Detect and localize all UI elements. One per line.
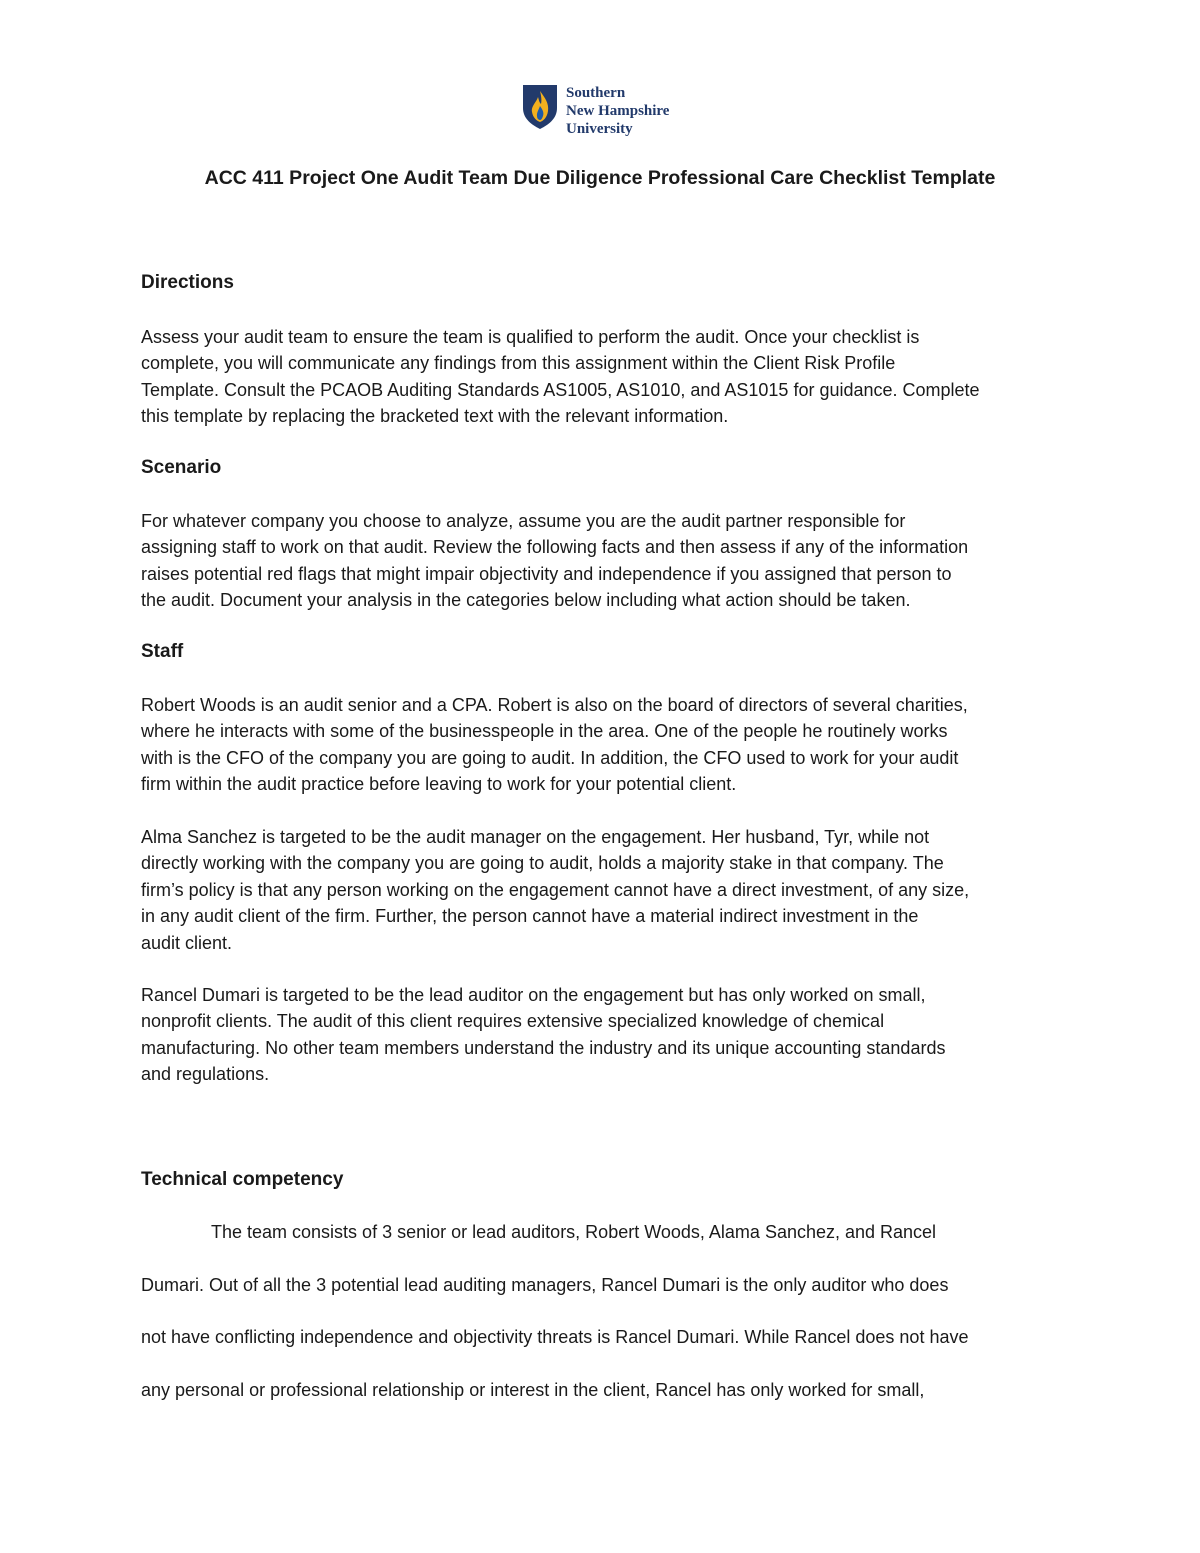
paragraph-line: and regulations. — [141, 1064, 270, 1085]
paragraph-line: Template. Consult the PCAOB Auditing Standards AS1005, AS1010, and AS1015 for guidance. Complete — [141, 379, 980, 400]
shield-flame-icon — [522, 84, 558, 130]
scenario-paragraph — [141, 508, 1081, 614]
logo-wordmark — [566, 84, 669, 138]
paragraph-line: directly working with the company you are going to audit, holds a majority stake in that company. The — [141, 853, 944, 874]
paragraph-line: manufacturing. No other team members understand the industry and its unique accounting standards — [141, 1037, 946, 1058]
staff-alma-paragraph — [141, 824, 1081, 956]
technical-competency-heading: Technical competency — [141, 1169, 344, 1190]
logo-line-1: Southern — [566, 85, 626, 101]
logo-line-2: New Hampshire — [566, 103, 670, 119]
paragraph-line: firm within the audit practice before leaving to work for your potential client. — [141, 774, 737, 795]
university-logo — [522, 84, 669, 138]
paragraph-line: this template by replacing the bracketed text with the relevant information. — [141, 406, 729, 427]
staff-heading: Staff — [141, 641, 184, 662]
logo-line-3: University — [566, 121, 633, 137]
paragraph-line: where he interacts with some of the businesspeople in the area. One of the people he routinely works — [141, 721, 948, 742]
paragraph-line: in any audit client of the firm. Further, the person cannot have a material indirect investment in the — [141, 906, 919, 927]
paragraph-line: not have conflicting independence and objectivity threats is Rancel Dumari. While Rancel does not have — [141, 1327, 969, 1347]
paragraph-line: Alma Sanchez is targeted to be the audit manager on the engagement. Her husband, Tyr, while not — [141, 827, 930, 847]
technical-competency-paragraph — [141, 1206, 1081, 1416]
paragraph-line: audit client. — [141, 932, 233, 953]
paragraph-line: nonprofit clients. The audit of this client requires extensive specialized knowledge of chemical — [141, 1011, 885, 1032]
paragraph-line: For whatever company you choose to analyze, assume you are the audit partner responsible for — [141, 511, 906, 531]
paragraph-line: assigning staff to work on that audit. Review the following facts and then assess if any of the information — [141, 537, 969, 558]
directions-heading: Directions — [141, 272, 234, 293]
paragraph-line: firm’s policy is that any person working on the engagement cannot have a direct investment, of any size, — [141, 879, 970, 900]
paragraph-line: The team consists of 3 senior or lead auditors, Robert Woods, Alama Sanchez, and Rancel — [211, 1222, 937, 1242]
paragraph-line: Robert Woods is an audit senior and a CPA. Robert is also on the board of directors of several charities, — [141, 695, 968, 715]
paragraph-line: the audit. Document your analysis in the categories below including what action should be taken. — [141, 590, 911, 611]
paragraph-line: with is the CFO of the company you are going to audit. In addition, the CFO used to work for your audit — [141, 747, 959, 768]
paragraph-line: Assess your audit team to ensure the team is qualified to perform the audit. Once your checklist is — [141, 327, 920, 347]
scenario-heading: Scenario — [141, 457, 222, 478]
paragraph-line: Rancel Dumari is targeted to be the lead auditor on the engagement but has only worked on small, — [141, 985, 926, 1005]
staff-rancel-paragraph — [141, 982, 1081, 1088]
directions-paragraph — [141, 324, 1081, 430]
paragraph-line: raises potential red flags that might impair objectivity and independence if you assigned that person to — [141, 563, 952, 584]
staff-robert-paragraph — [141, 692, 1081, 798]
paragraph-line: Dumari. Out of all the 3 potential lead auditing managers, Rancel Dumari is the only auditor who does — [141, 1274, 949, 1295]
paragraph-line: complete, you will communicate any findings from this assignment within the Client Risk Profile — [141, 353, 896, 374]
document-title: ACC 411 Project One Audit Team Due Diligence Professional Care Checklist Template — [204, 167, 996, 189]
paragraph-line: any personal or professional relationship or interest in the client, Rancel has only worked for small, — [141, 1379, 925, 1400]
